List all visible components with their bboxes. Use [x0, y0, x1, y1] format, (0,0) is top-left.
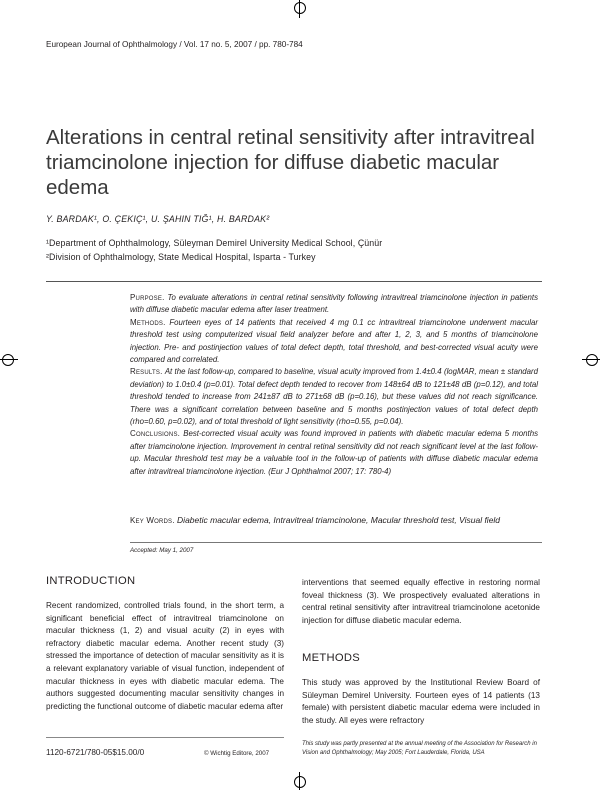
article-title: Alterations in central retinal sensitivity after intravitreal triamcinolone injection for diffuse diabetic macular edema: [46, 126, 535, 199]
section-heading-introduction: INTRODUCTION: [46, 575, 136, 587]
issn: 1120-6721/780-05$15.00/0: [46, 748, 145, 757]
abstract-purpose: [130, 292, 538, 317]
divider: [130, 542, 542, 543]
results-text: At the last follow-up, compared to baseline, visual acuity improved from 1.4±0.4 (logMAR, mean ± standard deviation) to 1.0±0.4 (p=0.01). Total defect depth tended to recover from 148±64 dB to 121±48 dB (p=0.12), and total threshold tended to increase from 241±87 dB to 271±68 dB (p=0.16), but these values did not reach significance. There was a significant correlation between baseline and 5 months postinjection values of total defect depth (rho=0.60, p=0.02), and of total threshold of light sensitivity (rho=0.55, p=0.04).: [130, 367, 538, 427]
registration-mark: [2, 354, 14, 366]
abstract-conclusions: [130, 428, 538, 478]
results-label: Results.: [130, 367, 163, 377]
methods-text: Fourteen eyes of 14 patients that received 4 mg 0.1 cc intravitreal triamcinolone underwent macular threshold test using computerized visual field analyzer before and after 1, 2, 3, and 5 months of triamcinolone injection. Pre- and postinjection values of total defect depth, total threshold, and best-corrected visual acuity were compared and correlated.: [130, 317, 538, 365]
journal-citation: European Journal of Ophthalmology / Vol. 17 no. 5, 2007 / pp. 780-784: [46, 40, 303, 49]
affiliation-1: ¹Department of Ophthalmology, Süleyman Demirel University Medical School, Çünür: [46, 238, 383, 248]
footer-divider: [46, 737, 284, 738]
registration-mark: [294, 2, 306, 14]
registration-mark: [586, 354, 598, 366]
conclusions-text: Best-corrected visual acuity was found improved in patients with diabetic macular edema 5 months after triamcinolone injection. Improvement in central retinal sensitivity did not reach significant level at the last follow-up. Macular threshold test may be a valuable tool in the follow-up of patients with diffuse diabetic macular edema after intravitreal triamcinolone injection. (Eur J Ophthalmol 2007; 17: 780-4): [130, 429, 538, 476]
purpose-text: To evaluate alterations in central retinal sensitivity following intravitreal triamcinolone injection in patients with diffuse diabetic macular edema after laser treatment.: [130, 293, 538, 315]
introduction-paragraph: Recent randomized, controlled trials found, in the short term, a significant beneficial effect of intravitreal triamcinolone on macular thickness (1, 2) and visual acuity (2) in eyes with refractory diabetic macular edema. Another recent study (3) stressed the importance of detection of macular sensitivity as it is a relevant explanatory variable of visual function, independent of macular thickness in eyes with diabetic macular edema. The authors suggested documenting macular sensitivity changes in predicting the functional outcome of diabetic macular edema after: [46, 601, 284, 711]
methods-label: Methods.: [130, 317, 166, 327]
registration-mark: [294, 776, 306, 788]
affiliation-2: ²Division of Ophthalmology, State Medical Hospital, Isparta - Turkey: [46, 252, 316, 262]
keywords-text: Diabetic macular edema, Intravitreal triamcinolone, Macular threshold test, Visual field: [177, 515, 501, 525]
copyright: © Wichtig Editore, 2007: [204, 750, 270, 757]
purpose-label: Purpose.: [130, 293, 165, 302]
keywords-label: Key Words.: [130, 516, 175, 525]
introduction-body-continued: [302, 577, 540, 627]
accepted-date: Accepted: May 1, 2007: [130, 547, 194, 554]
abstract: [130, 292, 538, 478]
abstract-results: [130, 366, 538, 428]
section-heading-methods: METHODS: [302, 652, 361, 664]
conclusions-label: Conclusions.: [130, 429, 181, 439]
presentation-note: This study was partly presented at the annual meeting of the Association for Research in Vision and Ophthalmology; May 2005; Fort Lauderdale, Florida, USA: [302, 741, 537, 756]
keywords: [130, 514, 538, 528]
abstract-methods: [130, 317, 538, 367]
divider: [46, 281, 542, 282]
methods-paragraph: This study was approved by the Institutional Review Board of Süleyman Demirel University. Fourteen eyes of 14 patients (13 female) with persistent diabetic macular edema were included in the study. All eyes were refractory: [302, 678, 540, 725]
methods-body: [302, 677, 540, 727]
introduction-body: [46, 600, 284, 713]
author-list: Y. BARDAK¹, O. ÇEKIÇ¹, U. ŞAHIN TIĞ¹, H. BARDAK²: [46, 214, 270, 224]
introduction-paragraph: interventions that seemed equally effective in restoring normal foveal thickness (3). We prospectively evaluated alterations in central retinal sensitivity after intravitreal triamcinolone acetonide injection for diffuse diabetic macular edema.: [302, 578, 540, 625]
